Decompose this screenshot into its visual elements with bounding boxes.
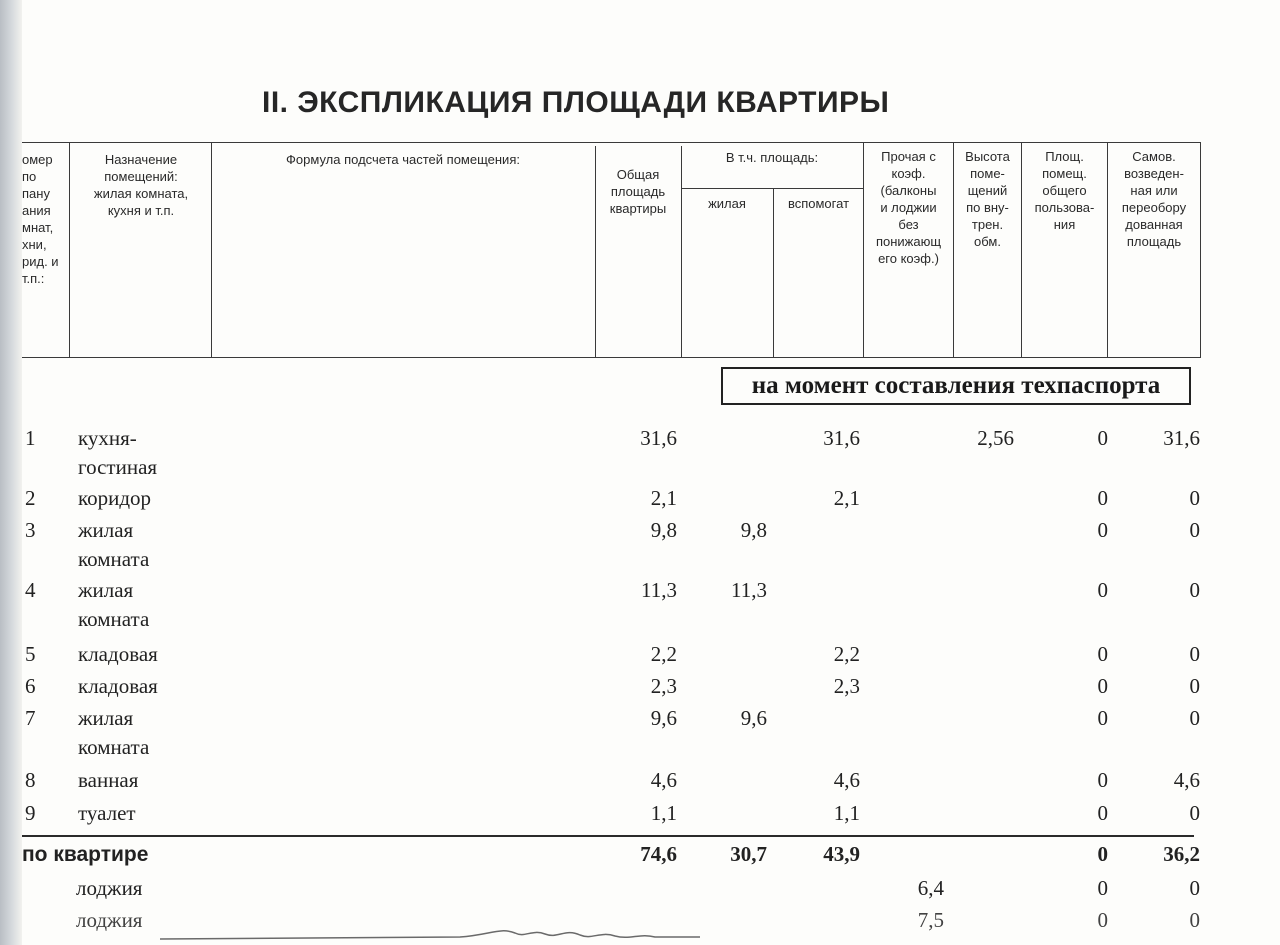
total-area: 9,6: [650, 706, 677, 730]
header-other-area: Прочая с коэф. (балконы и лоджии без понижающ его коэф.): [875, 149, 942, 266]
self-built-area: 0: [1189, 801, 1200, 825]
common-area: 0: [1097, 842, 1108, 866]
self-built-area: 0: [1189, 518, 1200, 542]
room-name: жилая комната: [78, 518, 150, 571]
room-number: 4: [25, 578, 36, 602]
self-built-area: 0: [1189, 876, 1200, 900]
auxiliary-area: 43,9: [823, 842, 860, 866]
auxiliary-area: 2,3: [833, 674, 860, 698]
total-area: 11,3: [641, 578, 677, 602]
other-area: 7,5: [917, 908, 944, 932]
header-total-area: Общая площадь квартиры: [609, 167, 667, 216]
status-stamp: на момент составления техпаспорта: [721, 367, 1191, 405]
self-built-area: 0: [1189, 578, 1200, 602]
header-common-area: Площ. помещ. общего пользова- ния: [1034, 149, 1095, 232]
total-area: 9,8: [650, 518, 677, 542]
common-area: 0: [1097, 486, 1108, 510]
common-area: 0: [1097, 908, 1108, 932]
common-area: 0: [1097, 876, 1108, 900]
table-header: [0, 142, 1280, 360]
total-area: 1,1: [650, 801, 677, 825]
auxiliary-area: 31,6: [823, 426, 860, 450]
room-number: 6: [25, 674, 36, 698]
common-area: 0: [1097, 674, 1108, 698]
total-area: 31,6: [640, 426, 677, 450]
header-living-area: жилая: [708, 196, 746, 211]
total-area: 4,6: [650, 768, 677, 792]
header-room-number: омер по пану ания мнат, хни, рид. и т.п.:: [22, 152, 59, 286]
self-built-area: 31,6: [1163, 426, 1200, 450]
header-including-area: В т.ч. площадь:: [725, 150, 819, 165]
room-number: 8: [25, 768, 36, 792]
total-separator-line: [22, 835, 1194, 837]
self-built-area: 0: [1189, 486, 1200, 510]
room-name: кухня- гостиная: [78, 426, 158, 479]
self-built-area: 0: [1189, 674, 1200, 698]
room-number: 2: [25, 486, 36, 510]
room-name: кладовая: [78, 642, 158, 666]
self-built-area: 4,6: [1173, 768, 1200, 792]
total-area: 2,2: [650, 642, 677, 666]
living-area: 9,8: [740, 518, 767, 542]
self-built-area: 36,2: [1163, 842, 1200, 866]
total-area: 74,6: [640, 842, 677, 866]
total-area: 2,3: [650, 674, 677, 698]
header-formula: Формула подсчета частей помещения:: [286, 152, 520, 167]
room-name: кладовая: [78, 674, 158, 698]
living-area: 11,3: [731, 578, 767, 602]
room-name: жилая комната: [78, 578, 150, 631]
signature-scribble: [160, 925, 700, 945]
room-name: коридор: [78, 486, 152, 510]
common-area: 0: [1097, 642, 1108, 666]
self-built-area: 0: [1189, 642, 1200, 666]
auxiliary-area: 4,6: [833, 768, 860, 792]
room-number: 1: [25, 426, 36, 450]
common-area: 0: [1097, 426, 1108, 450]
auxiliary-area: 1,1: [833, 801, 860, 825]
room-height: 2,56: [977, 426, 1014, 450]
common-area: 0: [1097, 801, 1108, 825]
living-area: 30,7: [730, 842, 767, 866]
room-number: 7: [25, 706, 36, 730]
room-number: 9: [25, 801, 36, 825]
self-built-area: 0: [1189, 908, 1200, 932]
auxiliary-area: 2,2: [833, 642, 860, 666]
header-room-height: Высота поме- щений по вну- трен. обм.: [965, 149, 1010, 249]
total-area: 2,1: [650, 486, 677, 510]
other-area: 6,4: [917, 876, 944, 900]
self-built-area: 0: [1189, 706, 1200, 730]
room-name: лоджия: [76, 908, 143, 932]
room-name: туалет: [78, 801, 136, 825]
room-number: 3: [25, 518, 36, 542]
header-self-built-area: Самов. возведен- ная или переобору дованная площадь: [1121, 149, 1187, 249]
room-name: жилая комната: [78, 706, 150, 759]
header-auxiliary-area: вспомогат: [787, 196, 850, 211]
common-area: 0: [1097, 706, 1108, 730]
total-label: по квартире: [22, 843, 149, 866]
room-name: лоджия: [76, 876, 143, 900]
common-area: 0: [1097, 518, 1108, 542]
header-room-purpose: Назначение помещений: жилая комната, кухня и т.п.: [93, 152, 189, 218]
common-area: 0: [1097, 768, 1108, 792]
room-number: 5: [25, 642, 36, 666]
common-area: 0: [1097, 578, 1108, 602]
auxiliary-area: 2,1: [833, 486, 860, 510]
document-title: II. ЭКСПЛИКАЦИЯ ПЛОЩАДИ КВАРТИРЫ: [262, 86, 890, 119]
room-name: ванная: [78, 768, 139, 792]
living-area: 9,6: [740, 706, 767, 730]
